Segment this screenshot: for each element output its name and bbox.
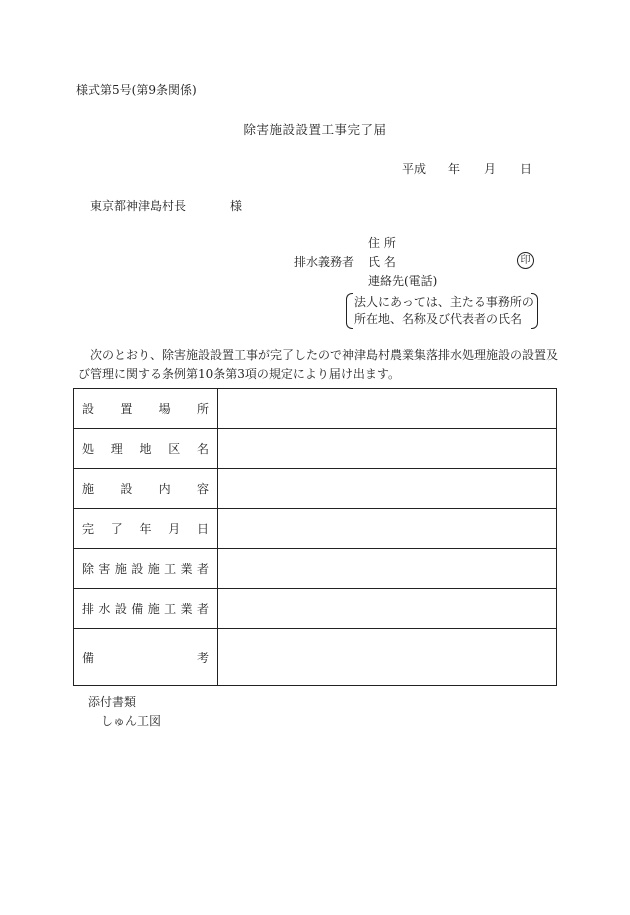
table-row: [74, 589, 557, 629]
row-label-location: 設置場所: [74, 389, 218, 429]
body-text: 次のとおり、除害施設設置工事が完了したので神津島村農業集落排水処理施設の設置及び管理に関する条例第10条第3項の規定により届け出ます。: [78, 348, 559, 381]
row-value-completion-date[interactable]: [218, 509, 557, 549]
form-number: 様式第5号(第9条関係): [76, 83, 197, 97]
row-label-facility: 施設内容: [74, 469, 218, 509]
row-value-treatment-contractor[interactable]: [218, 549, 557, 589]
addressee-honorific: 様: [230, 199, 243, 213]
bracket-right-icon: [531, 293, 538, 329]
date-year: 年: [448, 162, 461, 176]
attachment-item: しゅん工図: [101, 714, 162, 728]
table-row: [74, 509, 557, 549]
applicant-role: 排水義務者: [294, 255, 355, 269]
table-row: [74, 429, 557, 469]
table-row: [74, 469, 557, 509]
bracket-left-icon: [346, 293, 353, 329]
contact-label: 連絡先(電話): [368, 274, 438, 288]
body-paragraph: [78, 346, 560, 384]
corporate-note-line2: 所在地、名称及び代表者の氏名: [354, 312, 523, 326]
address-label: 住 所: [368, 236, 396, 250]
table-row: [74, 549, 557, 589]
date-month: 月: [484, 162, 497, 176]
seal-icon: 印: [517, 252, 534, 269]
row-value-district[interactable]: [218, 429, 557, 469]
addressee: [90, 200, 242, 212]
date-day: 日: [520, 162, 533, 176]
corporate-note: [346, 293, 538, 329]
document-title: 除害施設設置工事完了届: [243, 122, 387, 137]
table-row: [74, 629, 557, 686]
row-value-location[interactable]: [218, 389, 557, 429]
row-label-treatment-contractor: 除害施設施工業者: [74, 549, 218, 589]
date-line: [402, 163, 532, 175]
attachments-title: 添付書類: [88, 695, 137, 709]
row-value-remarks[interactable]: [218, 629, 557, 686]
detail-table: [73, 388, 557, 686]
row-label-district: 処理地区名: [74, 429, 218, 469]
table-row: [74, 389, 557, 429]
corporate-note-line1: 法人にあっては、主たる事務所の: [354, 295, 534, 309]
date-era: 平成: [402, 162, 427, 176]
addressee-name: 東京都神津島村長: [90, 199, 187, 213]
row-label-completion-date: 完了年月日: [74, 509, 218, 549]
row-label-drainage-contractor: 排水設備施工業者: [74, 589, 218, 629]
row-label-remarks: 備考: [74, 629, 218, 686]
row-value-drainage-contractor[interactable]: [218, 589, 557, 629]
row-value-facility[interactable]: [218, 469, 557, 509]
name-label: 氏 名: [368, 255, 396, 269]
